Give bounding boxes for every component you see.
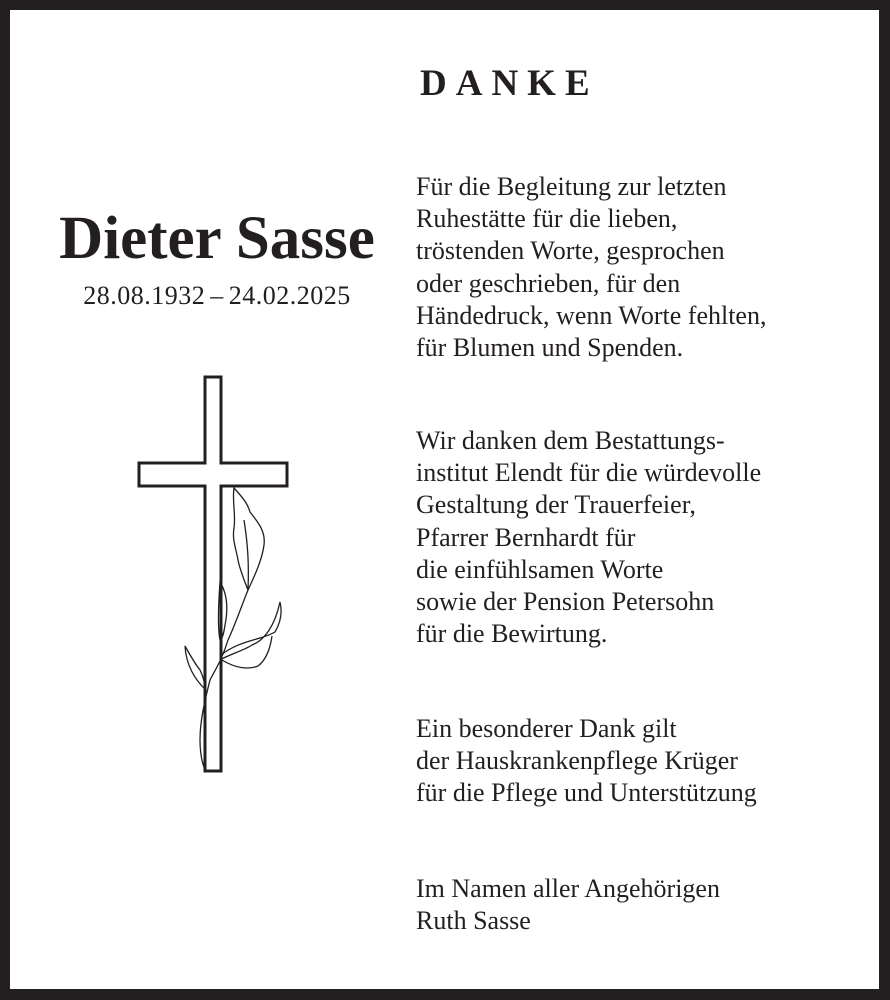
text-line: Für die Begleitung zur letzten — [416, 172, 727, 201]
text-line: für Blumen und Spenden. — [416, 333, 684, 363]
paragraph-thanks-support — [416, 171, 766, 364]
text-line: Ruhestätte für die lieben, — [416, 204, 678, 234]
text-line: sowie der Pension Petersohn — [416, 587, 715, 617]
heading: DANKE — [420, 63, 599, 104]
text-line: für die Bewirtung. — [416, 619, 608, 649]
text-line: Im Namen aller Angehörigen — [416, 874, 720, 903]
text-line: tröstenden Worte, gesprochen — [416, 236, 725, 266]
text-line: Händedruck, wenn Worte fehlten, — [416, 300, 767, 330]
text-line: der Hauskrankenpflege Krüger — [416, 746, 738, 776]
text-line: Gestaltung der Trauerfeier, — [416, 490, 696, 520]
text-line: für die Pflege und Unterstützung — [416, 778, 757, 808]
paragraph-thanks-services — [416, 425, 761, 650]
life-dates: 28.08.1932 – 24.02.2025 — [83, 281, 351, 310]
deceased-name: Dieter Sasse — [59, 205, 375, 272]
text-line: institut Elendt für die würdevolle — [416, 458, 762, 488]
signer-name: Ruth Sasse — [416, 906, 531, 936]
paragraph-special-thanks — [416, 713, 757, 810]
signature-block — [416, 873, 720, 937]
text-line: die einfühlsamen Worte — [416, 554, 664, 584]
text-line: Wir danken dem Bestattungs- — [416, 426, 725, 455]
text-line: Ein besonderer Dank gilt — [416, 714, 677, 743]
text-line: Pfarrer Bernhardt für — [416, 522, 636, 552]
text-line: oder geschrieben, für den — [416, 268, 681, 298]
